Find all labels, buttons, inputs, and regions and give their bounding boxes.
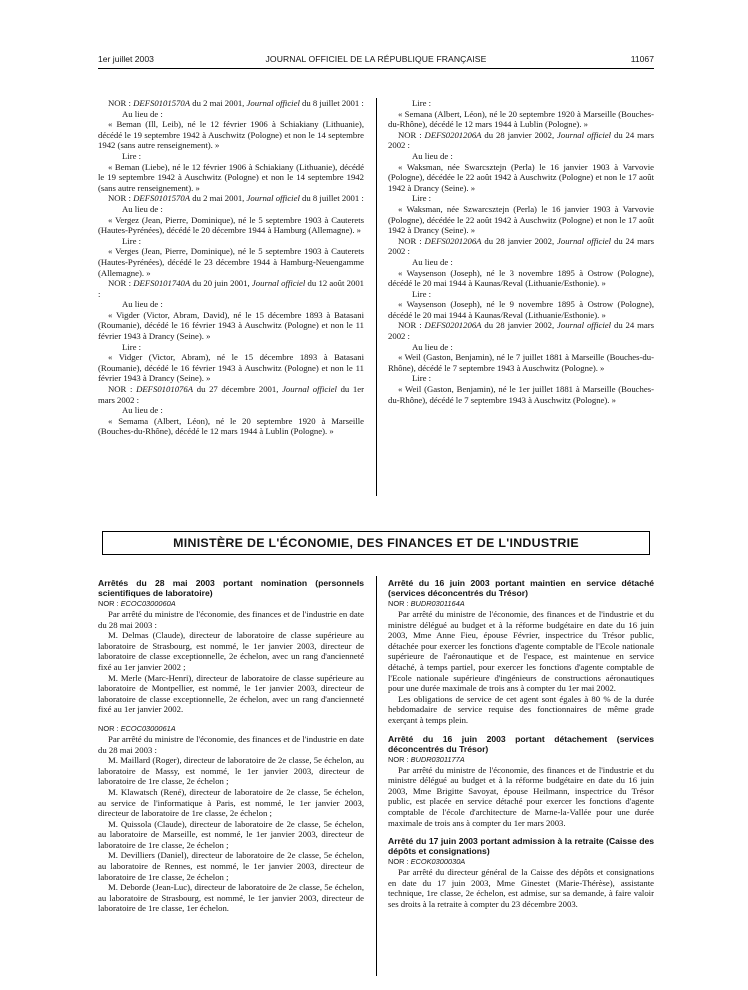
paragraph: M. Maillard (Roger), directeur de laboratoire de 2e classe, 5e échelon, au laboratoire de Massy, est nommé, le 1er janvier 2003, directeur de laboratoire de 1re classe, 2e échelon ; — [98, 755, 364, 787]
section-gap — [98, 715, 364, 723]
paragraph: « Waysenson (Joseph), né le 9 novembre 1895 à Ostrow (Pologne), décédé le 20 mai 1944 à Kaunas/Reval (Lithuanie/Esthonie). » — [388, 299, 654, 320]
correction-label: Lire : — [122, 235, 142, 246]
paragraph: M. Quissola (Claude), directeur de laboratoire de 2e classe, 5e échelon, au laboratoire de Marseille, est nommé, le 1er janvier 2003, directeur de laboratoire de 1re classe, 2e échelon ; — [98, 818, 364, 850]
paragraph: « Semama (Albert, Léon), né le 20 septembre 1920 à Marseille (Bouches-du-Rhône), décédé le 12 mars 1944 à Lublin (Pologne). » — [98, 415, 364, 437]
paragraph: « Weil (Gaston, Benjamin), né le 1er juillet 1881 à Marseille (Bouches-du-Rhône), décédé le 7 septembre 1943 à Auschwitz (Pologne). » — [388, 384, 654, 405]
section-gap — [388, 726, 654, 734]
nor-code: ECOK0300030A — [410, 857, 466, 867]
column-divider-top — [376, 98, 377, 496]
nor-code: ECOC0300060A — [120, 599, 176, 608]
nor-publication-date: du 8 juillet 2001 : — [299, 98, 364, 108]
journal-officiel-ref: Journal officiel — [557, 235, 612, 246]
nor-reference — [98, 723, 364, 734]
nor-date: du 28 janvier 2002, — [484, 129, 558, 140]
nor-publication-date: du 1er mars 2002 : — [98, 384, 365, 405]
nor-reference — [388, 598, 654, 609]
nor-reference — [388, 856, 654, 867]
nor-code: DEFS0101570A — [133, 193, 191, 204]
paragraph: M. Deborde (Jean-Luc), directeur de laboratoire de 2e classe, 5e échelon, au laboratoire de Strasbourg, est nommé, le 1er janvier 2003, directeur de laboratoire de 1re classe, 1er échelon. — [98, 882, 364, 914]
paragraph: « Beman (Liebe), né le 12 février 1906 à Schiakiany (Lithuanie), décédé le 19 septembre 1942 à Auschwitz (Pologne) et non le 14 septembre 1942 (sans autre renseignement). » — [98, 161, 364, 193]
header-rule — [98, 68, 654, 69]
paragraph: « Waksman, née Szwarcsztejn (Perla) le 16 janvier 1903 à Varvovie (Pologne), décédée le 22 août 1942 à Auschwitz (Pologne) et non le 17 août 1942 à Drancy (Seine). » — [388, 203, 654, 236]
arrete-title: Arrêté du 17 juin 2003 portant admission à la retraite (Caisse des dépôts et consignations) — [388, 836, 654, 857]
nor-reference — [98, 278, 364, 299]
nor-code: DEFS0201206A — [424, 235, 482, 246]
nor-prefix: NOR : — [108, 278, 134, 289]
column-divider-bottom — [376, 576, 377, 976]
correction-label: Au lieu de : — [412, 256, 453, 267]
correction-label: Au lieu de : — [122, 405, 163, 416]
paragraph: Par arrêté du ministre de l'économie, des finances et de l'industrie en date du 28 mai 2003 : — [98, 609, 364, 630]
paragraph: « Waksman, née Swarcsztejn (Perla) le 16 janvier 1903 à Varvovie (Pologne), décédée le 22 août 1942 à Auschwitz (Pologne) et non le 17 août 1942 à Drancy (Seine). » — [388, 161, 654, 193]
journal-officiel-ref: Journal officiel — [246, 98, 300, 108]
section-gap — [388, 828, 654, 836]
paragraph: M. Merle (Marc-Henri), directeur de laboratoire de classe supérieure au laboratoire de Montpellier, est nommé, le 1er janvier 2003, directeur de laboratoire de classe exceptionnelle, 2e échelon, avec un rang d'ancienneté fixé au 1er janvier 2002. — [98, 672, 364, 715]
arrete-title: Arrêté du 16 juin 2003 portant maintien en service détaché (services déconcentrés du Trésor) — [388, 578, 654, 598]
correction-label: Lire : — [412, 98, 432, 108]
nor-label: NOR : — [388, 754, 411, 764]
nor-date: du 28 janvier 2002, — [484, 320, 558, 331]
nor-prefix: NOR : — [398, 129, 425, 140]
nor-date: du 28 janvier 2002, — [484, 235, 558, 246]
bottom-right-column — [388, 578, 654, 909]
paragraph: « Vigder (Victor, Abram, David), né le 15 décembre 1893 à Batasani (Roumanie), décédé le 16 février 1943 à Auschwitz (Pologne) et non le 11 février 1943 à Drancy (Seine). » — [98, 309, 364, 342]
nor-code: DEFS0101570A — [133, 98, 191, 108]
nor-date: du 27 décembre 2001, — [196, 384, 283, 395]
paragraph: « Weil (Gaston, Benjamin), né le 7 juillet 1881 à Marseille (Bouches-du-Rhône), décédé le 7 septembre 1943 à Auschwitz (Pologne). » — [388, 352, 654, 373]
page-header — [98, 54, 654, 66]
correction-label: Au lieu de : — [412, 150, 453, 161]
correction-label: Au lieu de : — [412, 341, 453, 352]
correction-label: Lire : — [412, 193, 432, 204]
correction-label: Lire : — [122, 341, 142, 352]
header-date: 1er juillet 2003 — [98, 54, 154, 64]
nor-prefix: NOR : — [108, 98, 134, 108]
nor-prefix: NOR : — [398, 235, 425, 246]
nor-reference — [98, 193, 364, 204]
correction-label: Lire : — [412, 373, 432, 384]
paragraph: « Vergez (Jean, Pierre, Dominique), né le 5 septembre 1903 à Cauterets (Hautes-Pyrénées), décédé le 20 décembre 1944 à Hamburg (Allemagne). » — [98, 214, 364, 236]
nor-label: NOR : — [98, 723, 121, 733]
nor-code: DEFS0101740A — [133, 278, 191, 289]
nor-reference — [98, 384, 364, 405]
nor-code: DEFS0201206A — [424, 320, 482, 331]
correction-label: Au lieu de : — [122, 108, 163, 119]
nor-code: BUDR0301164A — [410, 599, 465, 608]
paragraph: Par arrêté du directeur général de la Caisse des dépôts et consignations en date du 17 juin 2003, Mme Ginestet (Marie-Thérèse), assistante technique, 1re classe, 2e échelon, est admise, sur sa demande, à faire valoir ses droits à la retraite à compter du 23 décembre 2003. — [388, 867, 654, 909]
top-left-column — [98, 98, 364, 437]
nor-label: NOR : — [98, 599, 121, 608]
correction-label: Au lieu de : — [122, 203, 163, 214]
header-page-number: 11067 — [630, 54, 654, 64]
paragraph: « Semana (Albert, Léon), né le 20 septembre 1920 à Marseille (Bouches-du-Rhône), décédé le 12 mars 1944 à Lublin (Pologne). » — [388, 108, 654, 130]
arrete-title: Arrêtés du 28 mai 2003 portant nomination (personnels scientifiques de laboratoire) — [98, 578, 364, 598]
journal-officiel-ref: Journal officiel — [557, 320, 612, 331]
nor-reference — [388, 754, 654, 765]
correction-label: Lire : — [412, 288, 432, 299]
nor-label: NOR : — [388, 857, 411, 867]
nor-code: DEFS0201206A — [424, 129, 482, 140]
bottom-left-column — [98, 578, 364, 914]
nor-date: du 2 mai 2001, — [192, 193, 247, 204]
journal-officiel-ref: Journal officiel — [246, 193, 300, 204]
paragraph: M. Klawatsch (René), directeur de laboratoire de 2e classe, 5e échelon, au service de l'informatique à Paris, est nommé, le 1er janvier 2003, directeur de laboratoire de 1re classe, 2e échelon ; — [98, 786, 364, 819]
nor-date: du 2 mai 2001, — [192, 98, 247, 108]
nor-publication-date: du 24 mars 2002 : — [388, 235, 655, 257]
nor-reference — [388, 130, 654, 151]
journal-officiel-ref: Journal officiel — [251, 278, 306, 289]
nor-publication-date: du 24 mars 2002 : — [388, 129, 655, 151]
paragraph: Par arrêté du ministre de l'économie, des finances et de l'industrie et du ministre délégué au budget et à la réforme budgétaire en date du 16 juin 2003, Mme Anne Fieu, épouse Février, inspectrice du Trésor public, détachée pour exercer les fonctions d'agente comptable de l'Ecole nationale supérieure de l'aéronautique et de l'espace, est maintenue en service détaché, à temps partiel, pour exercer les fonctions d'agente comptable de l'Ecole nationale supérieure d'ingénieurs de constructions aéronautiques pour une durée maximale de trois ans à compter du 1er mai 2002. — [388, 609, 654, 694]
ministry-heading: MINISTÈRE DE L'ÉCONOMIE, DES FINANCES ET DE L'INDUSTRIE — [102, 531, 650, 555]
nor-prefix: NOR : — [108, 384, 137, 395]
nor-prefix: NOR : — [398, 320, 425, 331]
journal-officiel-ref: Journal officiel — [557, 129, 612, 140]
paragraph: « Beman (Ill, Leib), né le 12 février 1906 à Schiakiany (Lithuanie), décédé le 19 septembre 1942 à Auschwitz (Pologne) et non le 14 septembre 1942 (sans autre renseignement). » — [98, 119, 364, 151]
nor-reference — [98, 98, 364, 109]
nor-prefix: NOR : — [108, 193, 134, 204]
paragraph: M. Delmas (Claude), directeur de laboratoire de classe supérieure au laboratoire de Strasbourg, est nommé, le 1er janvier 2003, directeur de laboratoire de classe exceptionnelle, 2e échelon, avec un rang d'ancienneté fixé au 1er janvier 2002 ; — [98, 630, 364, 672]
top-right-column — [388, 98, 654, 405]
nor-code: ECOC0300061A — [120, 723, 176, 733]
nor-code: BUDR0301177A — [410, 754, 465, 764]
nor-publication-date: du 8 juillet 2001 : — [299, 193, 364, 204]
correction-label: Lire : — [122, 150, 142, 161]
nor-label: NOR : — [388, 599, 411, 608]
nor-reference — [388, 236, 654, 257]
journal-officiel-ref: Journal officiel — [282, 384, 337, 395]
paragraph: « Vidger (Victor, Abram), né le 15 décembre 1893 à Batasani (Roumanie), décédé le 16 février 1943 à Auschwitz (Pologne) et non le 11 février 1943 à Drancy (Seine). » — [98, 352, 364, 384]
nor-publication-date: du 12 août 2001 : — [98, 278, 365, 299]
paragraph: Les obligations de service de cet agent sont égales à 80 % de la durée hebdomadaire de service requise des fonctionnaires de même grade exerçant à temps plein. — [388, 693, 654, 725]
nor-reference — [388, 320, 654, 341]
nor-date: du 20 juin 2001, — [192, 278, 252, 289]
paragraph: M. Devilliers (Daniel), directeur de laboratoire de 2e classe, 5e échelon, au laboratoire de Rennes, est nommé, le 1er janvier 2003, directeur de laboratoire de 1re classe, 2e échelon ; — [98, 850, 364, 882]
nor-code: DEFS0101076A — [136, 384, 194, 395]
paragraph: « Verges (Jean, Pierre, Dominique), né le 5 septembre 1903 à Cauterets (Hautes-Pyrénées), décédé le 23 décembre 1944 à Hamburg-Neuengamme (Allemagne). » — [98, 246, 364, 278]
paragraph: Par arrêté du ministre de l'économie, des finances et de l'industrie en date du 28 mai 2003 : — [98, 733, 364, 755]
paragraph: Par arrêté du ministre de l'économie, des finances et de l'industrie et du ministre délégué au budget et à la réforme budgétaire en date du 16 juin 2003, Mme Brigitte Savoyat, épouse Heilmann, inspectrice du Trésor public, est placée en service détaché pour exercer les fonctions d'agente comptable de l'école d'architecture de Marne-la-Vallée pour une durée maximale de trois ans à compter du 1er mars 2003. — [388, 764, 654, 828]
nor-reference — [98, 598, 364, 609]
arrete-title: Arrêté du 16 juin 2003 portant détachement (services déconcentrés du Trésor) — [388, 733, 654, 754]
nor-publication-date: du 24 mars 2002 : — [388, 320, 655, 342]
header-journal-title: JOURNAL OFFICIEL DE LA RÉPUBLIQUE FRANÇAISE — [265, 54, 487, 64]
correction-label: Au lieu de : — [122, 299, 163, 310]
paragraph: « Waysenson (Joseph), né le 3 novembre 1895 à Ostrow (Pologne), décédé le 20 mai 1944 à Kaunas/Reval (Lithuanie/Esthonie). » — [388, 267, 654, 289]
